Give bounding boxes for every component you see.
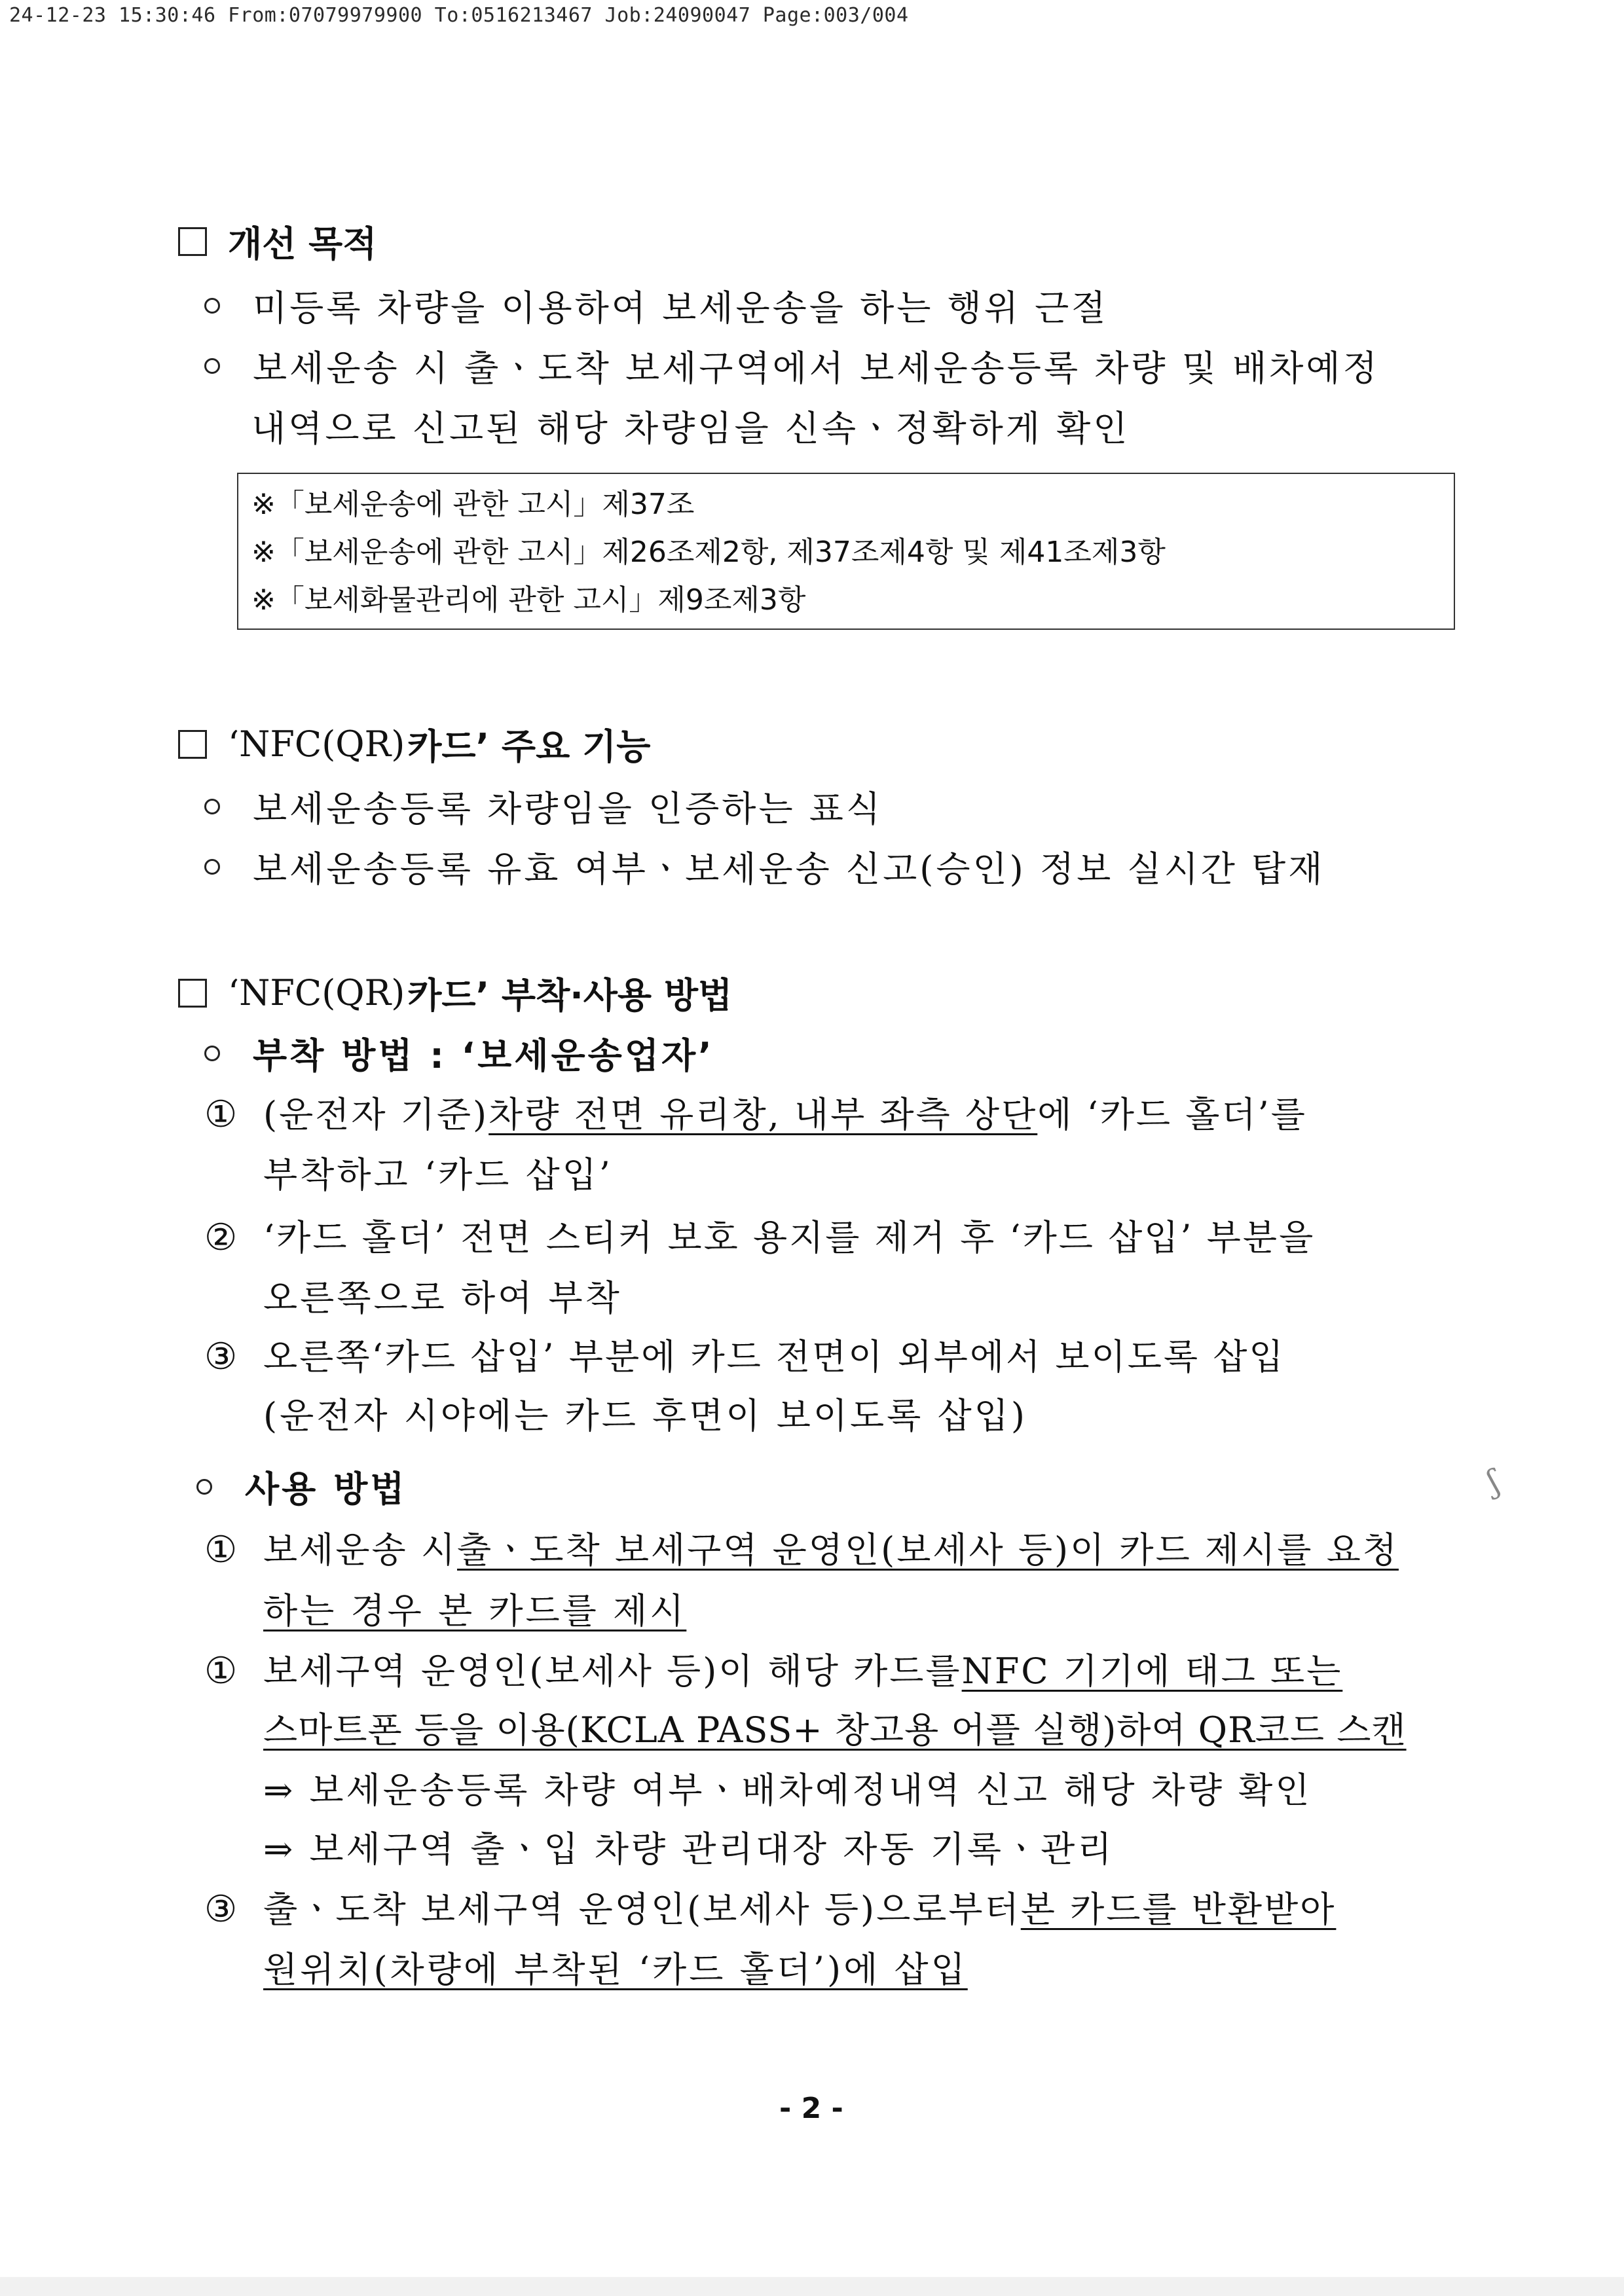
item-number: ②	[204, 1216, 240, 1259]
item-number: ③	[204, 1888, 240, 1931]
section-title-quoted: ‘NFC(QR)	[228, 972, 405, 1013]
bullet-text: 보세운송 시 출ㆍ도착 보세구역에서 보세운송등록 차량 및 배차예정	[253, 348, 1380, 389]
scan-mark-icon: ʃ	[1483, 1463, 1504, 1501]
bullet-text: 미등록 차량을 이용하여 보세운송을 하는 행위 근절	[253, 287, 1109, 329]
circle-bullet-icon	[204, 859, 220, 875]
section-title: 카드’ 주요 기능	[407, 726, 651, 767]
subheading-text: 사용 방법	[245, 1468, 407, 1510]
item-continuation: 부착하고 ‘카드 삽입’	[263, 1154, 613, 1195]
numbered-item	[204, 1882, 1336, 1932]
numbered-item	[204, 1210, 1315, 1260]
page-number: - 2 -	[779, 2092, 843, 2125]
reference-note-box	[237, 473, 1455, 630]
item-text-underlined: 본 카드를 반환받아	[1020, 1889, 1337, 1930]
item-number: ③	[204, 1336, 240, 1378]
bullet-text: 보세운송등록 유효 여부ㆍ보세운송 신고(승인) 정보 실시간 탑재	[253, 848, 1325, 890]
item-text: ‘카드 홀더’ 전면 스티커 보호 용지를 제거 후 ‘카드 삽입’ 부분을	[263, 1217, 1316, 1258]
item-continuation: (운전자 시야에는 카드 후면이 보이도록 삽입)	[263, 1395, 1027, 1436]
item-continuation: 원위치(차량에 부착된 ‘카드 홀더’)에 삽입	[263, 1949, 968, 1990]
arrow-result-line: ⇒ 보세구역 출ㆍ입 차량 관리대장 자동 기록ㆍ관리	[263, 1829, 1115, 1870]
circle-bullet-icon	[204, 799, 220, 814]
item-continuation: 스마트폰 등을 이용(KCLA PASS+ 창고용 어플 실행)하여 QR코드 스캔	[263, 1709, 1407, 1751]
section-heading-functions	[178, 719, 650, 769]
bullet-text: 보세운송등록 차량임을 인증하는 표식	[253, 788, 883, 829]
section-heading-usage	[178, 968, 732, 1018]
circle-bullet-icon	[204, 358, 220, 374]
item-text-underlined: 차량 전면 유리창, 내부 좌측 상단	[489, 1094, 1038, 1135]
item-text-underlined: 출ㆍ도착 보세구역 운영인(보세사 등)이 카드 제시를 요청	[457, 1529, 1399, 1571]
arrow-result-line: ⇒ 보세운송등록 차량 여부ㆍ배차예정내역 신고 해당 차량 확인	[263, 1770, 1312, 1811]
item-text: 보세구역 운영인(보세사 등)이 해당 카드를	[263, 1650, 962, 1692]
section-title-quoted: ‘NFC(QR)	[228, 723, 405, 765]
checkbox-square-icon	[178, 730, 207, 759]
reference-note: ※「보세화물관리에 관한 고시」제9조제3항	[251, 583, 806, 617]
item-number: ①	[204, 1650, 240, 1692]
item-continuation: 오른쪽으로 하여 부착	[263, 1277, 622, 1319]
section-heading-purpose	[178, 216, 377, 266]
bullet-continuation: 내역으로 신고된 해당 차량임을 신속ㆍ정확하게 확인	[251, 408, 1130, 449]
numbered-item	[204, 1643, 1342, 1694]
item-number: ①	[204, 1093, 240, 1136]
bullet-item	[204, 841, 1325, 892]
checkbox-square-icon	[178, 979, 207, 1008]
item-continuation: 하는 경우 본 카드를 제시	[263, 1590, 687, 1631]
circle-bullet-icon	[196, 1479, 212, 1495]
subheading-text: 부착 방법 : ‘보세운송업자’	[253, 1035, 714, 1076]
item-text: 오른쪽‘카드 삽입’ 부분에 카드 전면이 외부에서 보이도록 삽입	[263, 1336, 1285, 1377]
item-text: (운전자 기준)	[263, 1094, 489, 1135]
subheading-use	[196, 1461, 407, 1512]
circle-bullet-icon	[204, 1046, 220, 1061]
reference-note: ※「보세운송에 관한 고시」제26조제2항, 제37조제4항 및 제41조제3항	[251, 536, 1166, 569]
checkbox-square-icon	[178, 227, 207, 256]
circle-bullet-icon	[204, 298, 220, 314]
numbered-item	[204, 1329, 1285, 1379]
scan-bottom-edge	[0, 2277, 1624, 2296]
item-number: ①	[204, 1529, 240, 1571]
item-text: 출ㆍ도착 보세구역 운영인(보세사 등)으로부터	[263, 1889, 1021, 1930]
numbered-item	[204, 1522, 1399, 1573]
fax-header: 24-12-23 15:30:46 From:07079979900 To:0516213467 Job:24090047 Page:003/004	[9, 4, 909, 27]
subheading-attach	[204, 1028, 714, 1078]
item-text: 에 ‘카드 홀더’를	[1037, 1094, 1307, 1135]
bullet-item	[204, 781, 883, 831]
bullet-item	[204, 340, 1380, 391]
reference-note: ※「보세운송에 관한 고시」제37조	[251, 488, 695, 521]
section-title: 개선 목적	[228, 223, 377, 264]
item-text-underlined: NFC 기기에 태그 또는	[961, 1650, 1343, 1692]
section-title: 카드’ 부착·사용 방법	[407, 975, 733, 1016]
numbered-item	[204, 1087, 1307, 1137]
item-text: 보세운송 시	[263, 1529, 457, 1571]
bullet-item	[204, 280, 1108, 331]
